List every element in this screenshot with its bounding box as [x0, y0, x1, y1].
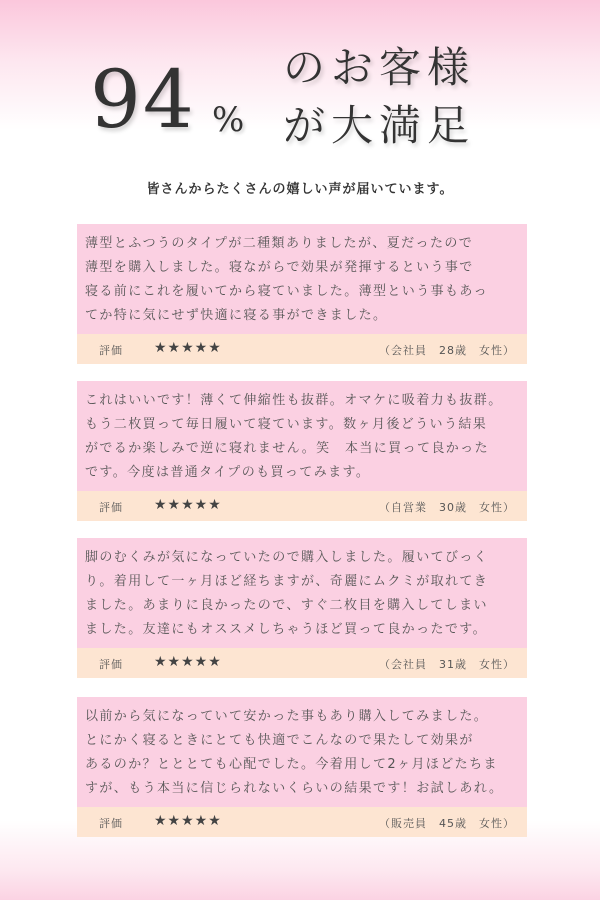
percent-sign: % — [212, 100, 245, 140]
review-rating-bar — [77, 334, 527, 364]
hero-headline-line1: のお客様 — [283, 43, 476, 92]
star-rating-icon: ★★★★★ — [154, 813, 222, 829]
intro-text: 皆さんからたくさんの嬉しい声が届いています。 — [146, 182, 454, 197]
satisfaction-number: 94 — [90, 53, 196, 146]
hero-headline-line2: が大満足 — [283, 101, 476, 150]
hero-banner — [0, 0, 600, 170]
rating-label: 評価 — [99, 501, 123, 514]
rating-label: 評価 — [99, 344, 123, 357]
review-card — [77, 224, 527, 364]
review-rating-bar — [77, 807, 527, 837]
review-card — [77, 538, 527, 678]
star-rating-icon: ★★★★★ — [154, 497, 222, 513]
rating-label: 評価 — [99, 658, 123, 671]
review-card — [77, 381, 527, 521]
review-rating-bar — [77, 491, 527, 521]
rating-label: 評価 — [99, 817, 123, 830]
reviewer-info: （販売員 45歳 女性） — [379, 817, 515, 830]
reviewer-info: （会社員 31歳 女性） — [379, 658, 515, 671]
star-rating-icon: ★★★★★ — [154, 654, 222, 670]
reviewer-info: （会社員 28歳 女性） — [379, 344, 515, 357]
review-text: 脚のむくみが気になっていたので購入しました。履いてびっく り。着用して一ヶ月ほど経ちますが、奇麗にムクミが取れてき ました。あまりに良かったので、すぐ二枚目を購入してしまい ました。友達にもオススメしちゃうほど買って良かったです。 — [77, 538, 527, 648]
review-rating-bar — [77, 648, 527, 678]
review-card — [77, 697, 527, 837]
review-text: 薄型とふつうのタイプが二種類ありましたが、夏だったので 薄型を購入しました。寝ながらで効果が発揮するという事で 寝る前にこれを履いてから寝ていました。薄型という事もあっ てか特に気にせず快適に寝る事ができました。 — [77, 224, 527, 334]
star-rating-icon: ★★★★★ — [154, 340, 222, 356]
review-text: 以前から気になっていて安かった事もあり購入してみました。 とにかく寝るときにとても快適でこんなので果たして効果が あるのか？とととても心配でした。今着用して2ヶ月ほどたちま すが、もう本当に信じられないくらいの結果です！お試しあれ。 — [77, 697, 527, 807]
review-text: これはいいです！薄くて伸縮性も抜群。オマケに吸着力も抜群。 もう二枚買って毎日履いて寝ています。数ヶ月後どういう結果 がでるか楽しみで逆に寝れません。笑 本当に買って良かった です。今度は普通タイプのも買ってみます。 — [77, 381, 527, 491]
reviewer-info: （自営業 30歳 女性） — [379, 501, 515, 514]
